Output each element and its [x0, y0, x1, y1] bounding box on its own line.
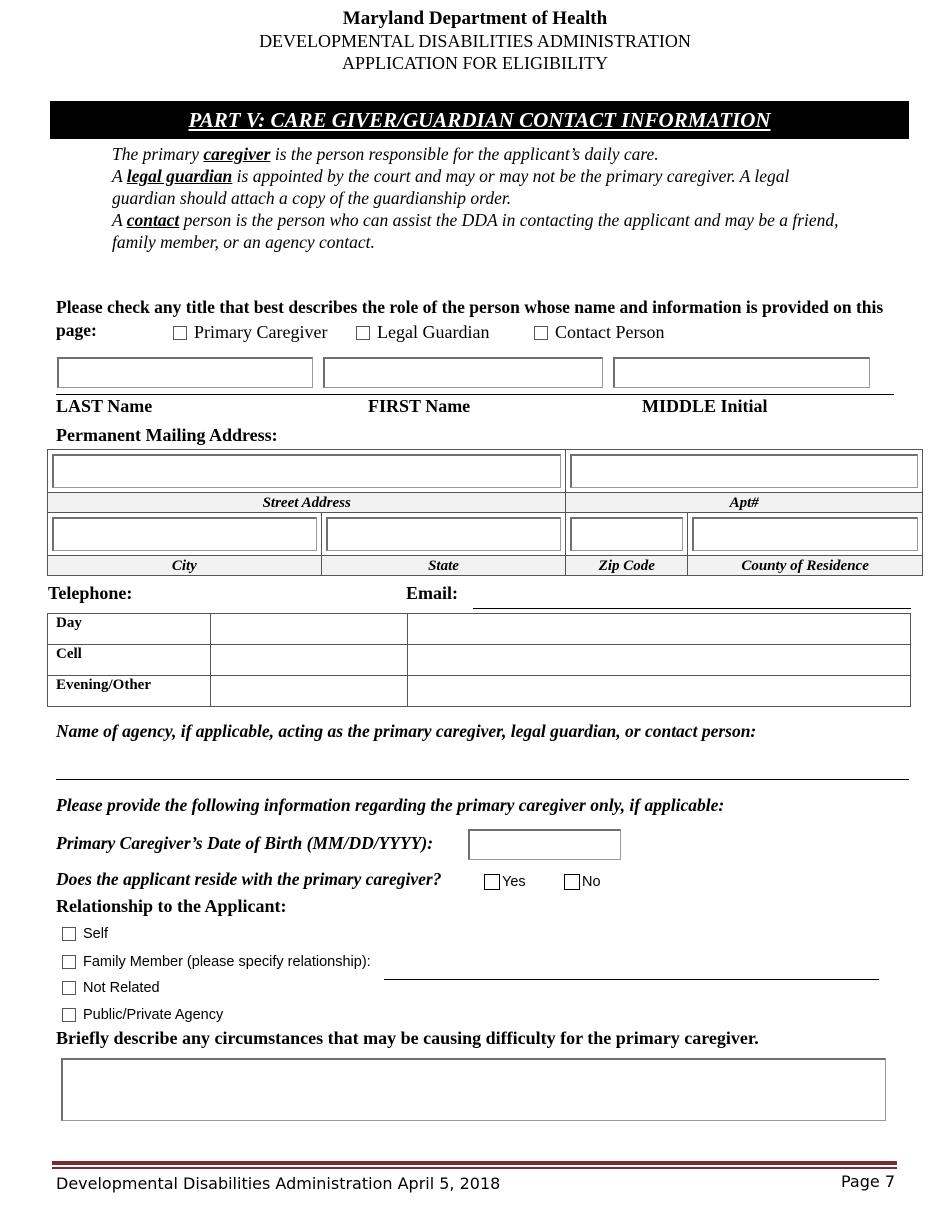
zip-code-input[interactable]: [570, 517, 683, 551]
apt-label: Apt#: [566, 493, 923, 513]
agency-question: Name of agency, if applicable, acting as the primary caregiver, legal guardian, or contact person:: [56, 721, 757, 741]
phone-table: [47, 613, 911, 707]
family-relationship-input-line[interactable]: [384, 979, 879, 980]
form-title: APPLICATION FOR ELIGIBILITY: [342, 53, 608, 73]
phone-cell-label: Cell: [48, 645, 211, 676]
relationship-option-self[interactable]: Self: [62, 926, 108, 942]
zip-code-label: Zip Code: [566, 556, 688, 576]
reside-yes-option[interactable]: Yes: [484, 874, 526, 890]
checkbox-legal-guardian[interactable]: [356, 326, 370, 340]
address-table: [47, 449, 923, 576]
address-title: Permanent Mailing Address:: [56, 425, 278, 445]
county-label: County of Residence: [688, 556, 923, 576]
footer-text: Developmental Disabilities Administration April 5, 2018: [56, 1174, 501, 1193]
role-option-primary-caregiver[interactable]: Primary Caregiver: [173, 322, 327, 343]
checkbox-public-private-agency[interactable]: [62, 1008, 76, 1022]
apt-input[interactable]: [570, 454, 918, 488]
org-title: Maryland Department of Health: [342, 8, 608, 29]
dob-label: Primary Caregiver’s Date of Birth (MM/DD/YYYY):: [56, 833, 434, 853]
footer-rule-thin: [52, 1167, 897, 1169]
division-title: DEVELOPMENTAL DISABILITIES ADMINISTRATION: [259, 31, 691, 51]
state-label: State: [321, 556, 566, 576]
phone-day-input[interactable]: [211, 614, 408, 645]
role-question: Please check any title that best describes the role of the person whose name and information is provided on this page:: [56, 297, 884, 340]
role-option-contact-person[interactable]: Contact Person: [534, 322, 665, 343]
county-input[interactable]: [692, 517, 918, 551]
relationship-title: Relationship to the Applicant:: [56, 896, 287, 916]
agency-input-line[interactable]: [56, 779, 909, 780]
street-address-input[interactable]: [52, 454, 561, 488]
page-number: Page 7: [841, 1172, 895, 1191]
checkbox-contact-person[interactable]: [534, 326, 548, 340]
relationship-option-family[interactable]: Family Member (please specify relationship):: [62, 954, 371, 970]
state-input[interactable]: [326, 517, 562, 551]
reside-question: Does the applicant reside with the primary caregiver?: [56, 869, 442, 889]
last-name-label: LAST Name: [56, 396, 153, 416]
caregiver-info-intro: Please provide the following information regarding the primary caregiver only, if applicable:: [56, 795, 725, 815]
name-underline: [56, 394, 894, 395]
phone-day-label: Day: [48, 614, 211, 645]
intro-text: [112, 143, 852, 253]
email-field-row-3[interactable]: [408, 676, 911, 707]
checkbox-family-member[interactable]: [62, 955, 76, 969]
section-banner: PART V: CARE GIVER/GUARDIAN CONTACT INFORMATION: [50, 101, 909, 139]
city-input[interactable]: [52, 517, 317, 551]
checkbox-reside-no[interactable]: [564, 874, 580, 890]
checkbox-primary-caregiver[interactable]: [173, 326, 187, 340]
reside-no-option[interactable]: No: [564, 874, 601, 890]
phone-evening-input[interactable]: [211, 676, 408, 707]
describe-textarea[interactable]: [61, 1058, 886, 1121]
phone-cell-input[interactable]: [211, 645, 408, 676]
email-field-row-1[interactable]: [408, 614, 911, 645]
relationship-option-not-related[interactable]: Not Related: [62, 980, 160, 996]
street-address-label: Street Address: [48, 493, 566, 513]
dob-input[interactable]: [468, 829, 621, 860]
intro-legal-guardian: A legal guardian is appointed by the court and may or may not be the primary caregiver. A legal guardian should attach a copy of the guardianship order.: [112, 166, 790, 208]
intro-contact: A contact person is the person who can assist the DDA in contacting the applicant and may be a friend, family member, or an agency contact.: [112, 210, 839, 252]
middle-initial-label: MIDDLE Initial: [642, 396, 768, 416]
footer-rule-thick: [52, 1161, 897, 1165]
describe-label: Briefly describe any circumstances that may be causing difficulty for the primary caregiver.: [56, 1028, 759, 1048]
checkbox-not-related[interactable]: [62, 981, 76, 995]
intro-caregiver: The primary caregiver is the person responsible for the applicant’s daily care.: [112, 144, 659, 164]
middle-initial-input[interactable]: [613, 357, 870, 388]
checkbox-self[interactable]: [62, 927, 76, 941]
email-field-row-2[interactable]: [408, 645, 911, 676]
role-option-legal-guardian[interactable]: Legal Guardian: [356, 322, 489, 343]
email-input-line[interactable]: [473, 608, 911, 609]
telephone-label: Telephone:: [48, 583, 133, 603]
first-name-input[interactable]: [323, 357, 603, 388]
first-name-label: FIRST Name: [368, 396, 471, 416]
relationship-option-agency[interactable]: Public/Private Agency: [62, 1007, 223, 1023]
last-name-input[interactable]: [57, 357, 313, 388]
phone-evening-label: Evening/Other: [48, 676, 211, 707]
city-label: City: [48, 556, 322, 576]
email-label: Email:: [406, 583, 458, 603]
checkbox-reside-yes[interactable]: [484, 874, 500, 890]
